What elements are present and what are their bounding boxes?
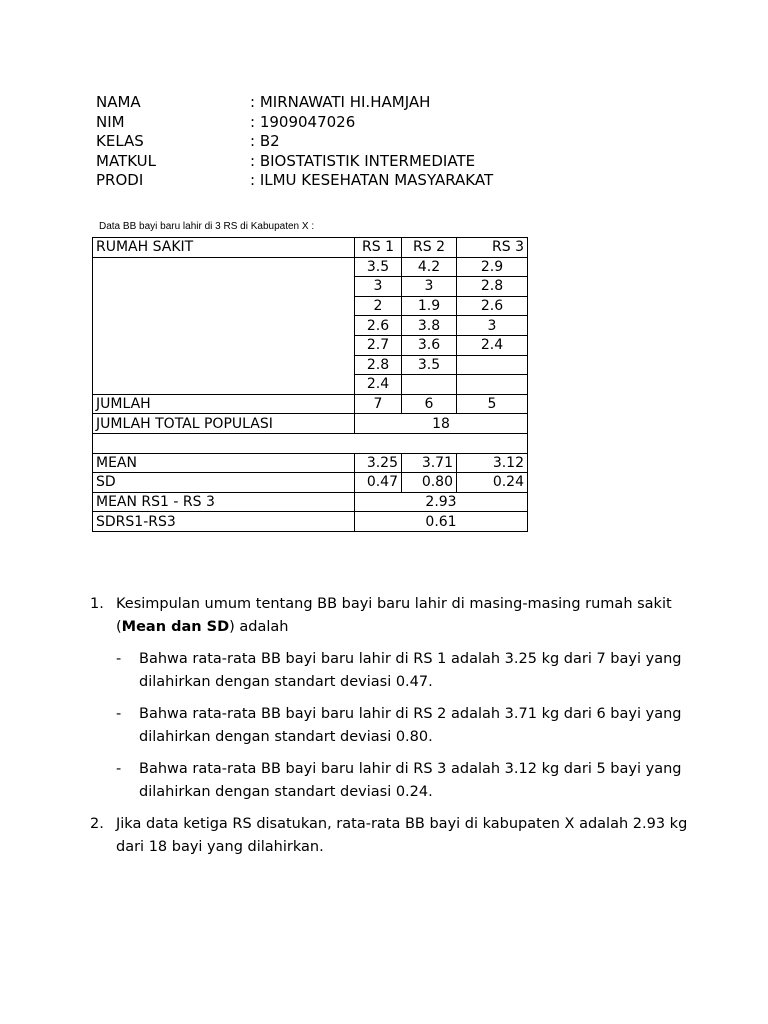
identity-label: KELAS [96,132,144,150]
table-row [93,257,528,277]
table-cell: 2.8 [355,355,402,375]
jumlah-cell: 5 [457,394,528,414]
bullet-item [90,648,690,694]
table-cell: 2.4 [457,335,528,355]
table-header-row [93,238,528,258]
conclusion-item-1 [90,593,690,639]
item-number: 2. [90,816,104,832]
mean-all-row [93,492,528,512]
spacer-row [93,433,528,453]
sd-cell: 0.24 [457,473,528,493]
mean-cell: 3.25 [355,453,402,473]
identity-row-nim [96,113,493,133]
item-text: Kesimpulan umum tentang BB bayi baru lahir di masing-masing rumah sakit ( [116,596,672,635]
data-table [92,237,528,532]
bullet-mark: - [116,706,122,722]
identity-value: : B2 [250,132,280,150]
bullet-text: Bahwa rata-rata BB bayi baru lahir di RS 2 adalah 3.71 kg dari 6 bayi yang dilahirkan dengan standart deviasi 0.80. [139,706,682,745]
table-cell [402,375,457,395]
table-cell [457,375,528,395]
header-cell: RUMAH SAKIT [93,238,355,258]
table-caption: Data BB bayi baru lahir di 3 RS di Kabupaten X : [99,221,315,232]
table-cell: 3 [402,277,457,297]
table-cell: 3.8 [402,316,457,336]
header-cell: RS 3 [457,238,528,258]
table-cell: 2.9 [457,257,528,277]
table-cell: 3.5 [402,355,457,375]
sd-all-row [93,512,528,532]
header-cell: RS 2 [402,238,457,258]
identity-row-kelas [96,132,493,152]
identity-label: PRODI [96,171,144,189]
item-text: Jika data ketiga RS disatukan, rata-rata BB bayi di kabupaten X adalah 2.93 kg dari 18 bayi yang dilahirkan. [116,816,688,855]
total-value: 18 [355,414,528,434]
table-cell: 2.6 [457,296,528,316]
identity-label: NAMA [96,93,141,111]
header-cell: RS 1 [355,238,402,258]
mean-cell: 3.71 [402,453,457,473]
jumlah-label: JUMLAH [93,394,355,414]
identity-value: : ILMU KESEHATAN MASYARAKAT [250,171,494,189]
table-cell: 3.5 [355,257,402,277]
jumlah-cell: 6 [402,394,457,414]
mean-row [93,453,528,473]
jumlah-cell: 7 [355,394,402,414]
item-bold-text: Mean dan SD [121,619,230,635]
mean-cell: 3.12 [457,453,528,473]
table-cell: 4.2 [402,257,457,277]
mean-label: MEAN [93,453,355,473]
identity-label: NIM [96,112,125,131]
bullet-item [90,703,690,749]
mean-all-label: MEAN RS1 - RS 3 [93,492,355,512]
item-number: 1. [90,596,104,612]
sd-row [93,473,528,493]
identity-row-nama [96,93,493,113]
jumlah-row [93,394,528,414]
identity-value: : BIOSTATISTIK INTERMEDIATE [250,151,476,170]
sd-cell: 0.47 [355,473,402,493]
empty-label-cell [93,257,355,394]
identity-block [96,93,493,191]
bullet-mark: - [116,651,122,667]
table-cell: 2 [355,296,402,316]
sd-cell: 0.80 [402,473,457,493]
sd-all-value: 0.61 [355,512,528,532]
sd-label: SD [93,473,355,493]
bullet-item [90,758,690,804]
table-cell: 1.9 [402,296,457,316]
identity-row-matkul [96,152,493,172]
bullet-mark: - [116,761,122,777]
table-cell: 3 [457,316,528,336]
bullet-text: Bahwa rata-rata BB bayi baru lahir di RS 1 adalah 3.25 kg dari 7 bayi yang dilahirkan dengan standart deviasi 0.47. [139,651,682,690]
identity-value: : MIRNAWATI HI.HAMJAH [250,93,431,111]
spacer-cell [93,433,528,453]
conclusions [90,593,690,867]
table-cell: 3.6 [402,335,457,355]
sd-all-label: SDRS1-RS3 [93,512,355,532]
mean-all-value: 2.93 [355,492,528,512]
table-cell: 2.8 [457,277,528,297]
table-cell: 3 [355,277,402,297]
identity-row-prodi [96,171,493,191]
total-label: JUMLAH TOTAL POPULASI [93,414,355,434]
conclusion-item-2 [90,813,690,859]
table-cell: 2.7 [355,335,402,355]
bullet-text: Bahwa rata-rata BB bayi baru lahir di RS 3 adalah 3.12 kg dari 5 bayi yang dilahirkan dengan standart deviasi 0.24. [139,761,682,800]
table-cell: 2.4 [355,375,402,395]
identity-value: : 1909047026 [250,112,356,131]
total-row [93,414,528,434]
item-text-after: ) adalah [229,619,289,635]
table-cell: 2.6 [355,316,402,336]
identity-label: MATKUL [96,151,156,170]
table-cell [457,355,528,375]
